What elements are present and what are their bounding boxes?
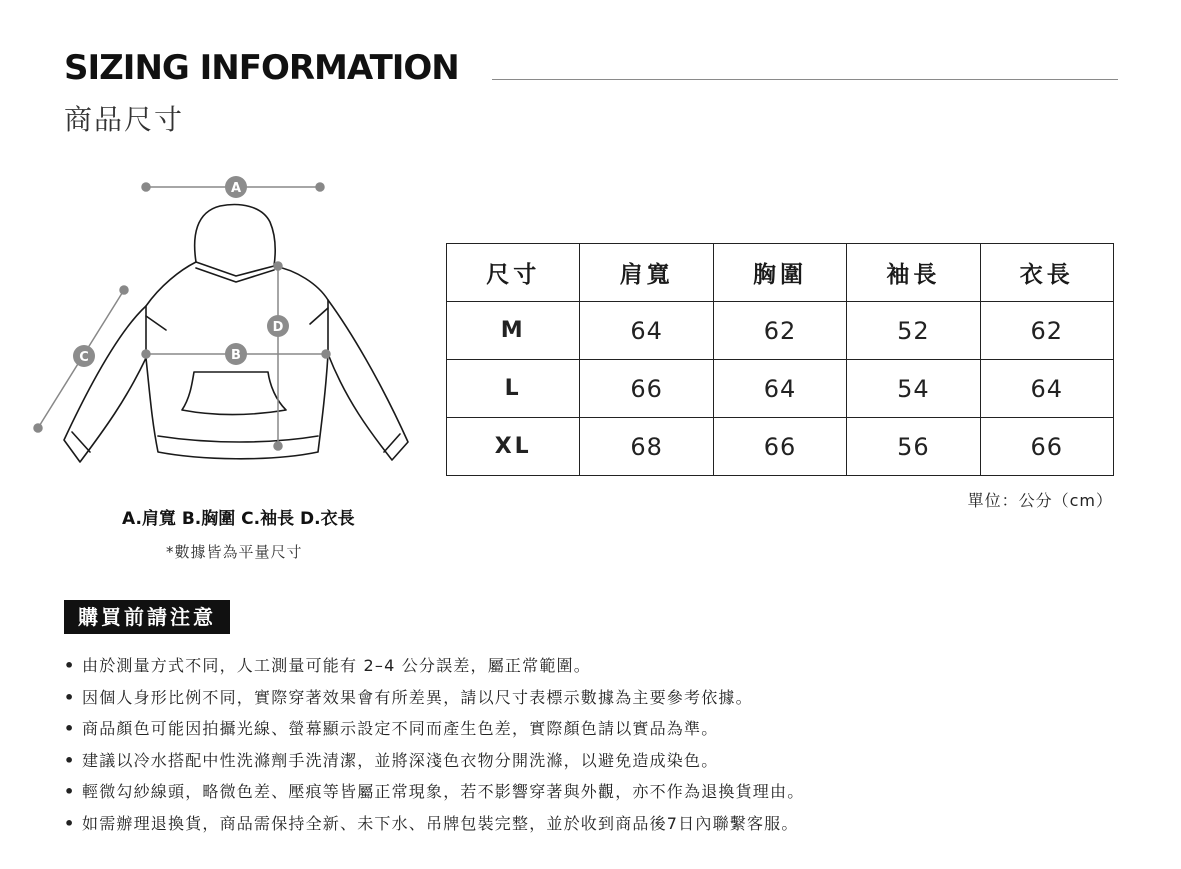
left-sleeve — [64, 306, 146, 462]
header-chest: 胸圍 — [713, 244, 846, 302]
kangaroo-pocket — [182, 372, 286, 415]
shoulder-cell: 68 — [580, 418, 713, 476]
sleeve-cell: 56 — [847, 418, 980, 476]
header-size: 尺寸 — [447, 244, 580, 302]
length-cell: 62 — [980, 302, 1113, 360]
shoulder-cell: 64 — [580, 302, 713, 360]
chest-cell: 66 — [713, 418, 846, 476]
table-row — [447, 360, 1114, 418]
bullet-icon: • — [64, 782, 76, 801]
notice-text: 如需辦理退換貨，商品需保持全新、未下水、吊牌包裝完整，並於收到商品後7日內聯繫客服。 — [82, 813, 799, 833]
page-title: SIZING INFORMATION — [64, 48, 459, 88]
notice-heading: 購買前請注意 — [64, 600, 230, 634]
label-c: C — [79, 350, 89, 365]
length-cell: 64 — [980, 360, 1113, 418]
size-cell: L — [447, 360, 580, 418]
bullet-icon: • — [64, 750, 76, 770]
list-item — [64, 713, 804, 745]
notice-text: 因個人身形比例不同，實際穿著效果會有所差異，請以尺寸表標示數據為主要參考依據。 — [82, 687, 753, 707]
label-d: D — [272, 320, 284, 335]
list-item — [64, 808, 804, 840]
notice-text: 由於測量方式不同，人工測量可能有 2–4 公分誤差，屬正常範圍。 — [82, 656, 591, 675]
list-item — [64, 745, 804, 777]
shoulder-cell: 66 — [580, 360, 713, 418]
list-item — [64, 650, 804, 682]
unit-note: 單位：公分（cm） — [967, 491, 1113, 510]
header-sleeve: 袖長 — [847, 244, 980, 302]
label-b: B — [231, 348, 241, 363]
table-row — [447, 302, 1114, 360]
notice-text: 商品顏色可能因拍攝光線、螢幕顯示設定不同而產生色差，實際顏色請以實品為準。 — [82, 719, 719, 738]
sleeve-cell: 52 — [847, 302, 980, 360]
notice-text: 建議以冷水搭配中性洗滌劑手洗清潔，並將深淺色衣物分開洗滌，以避免造成染色。 — [82, 750, 719, 770]
bullet-icon: • — [64, 687, 76, 707]
list-item — [64, 776, 804, 808]
sleeve-cell: 54 — [847, 360, 980, 418]
bullet-icon: • — [64, 656, 76, 675]
label-a: A — [230, 181, 242, 196]
notice-text: 輕微勾紗線頭，略微色差、壓痕等皆屬正常現象，若不影響穿著與外觀，亦不作為退換貨理由。 — [82, 782, 805, 801]
hood-outline — [195, 205, 276, 266]
list-item — [64, 682, 804, 714]
size-cell: XL — [447, 418, 580, 476]
length-cell: 66 — [980, 418, 1113, 476]
page-subtitle: 商品尺寸 — [64, 103, 185, 136]
header-shoulder: 肩寬 — [580, 244, 713, 302]
size-cell: M — [447, 302, 580, 360]
chest-cell: 62 — [713, 302, 846, 360]
right-sleeve — [328, 300, 408, 460]
bullet-icon: • — [64, 719, 76, 738]
size-table — [446, 243, 1114, 476]
notice-list — [64, 650, 804, 839]
header-length: 衣長 — [980, 244, 1113, 302]
measurement-legend: A.肩寬 B.胸圍 C.袖長 D.衣長 — [122, 509, 355, 529]
measurement-note: *數據皆為平量尺寸 — [166, 543, 303, 561]
bullet-icon: • — [64, 813, 76, 833]
table-row — [447, 418, 1114, 476]
chest-cell: 64 — [713, 360, 846, 418]
table-header-row — [447, 244, 1114, 302]
title-divider — [492, 79, 1118, 80]
hoodie-measurement-diagram — [0, 160, 440, 470]
